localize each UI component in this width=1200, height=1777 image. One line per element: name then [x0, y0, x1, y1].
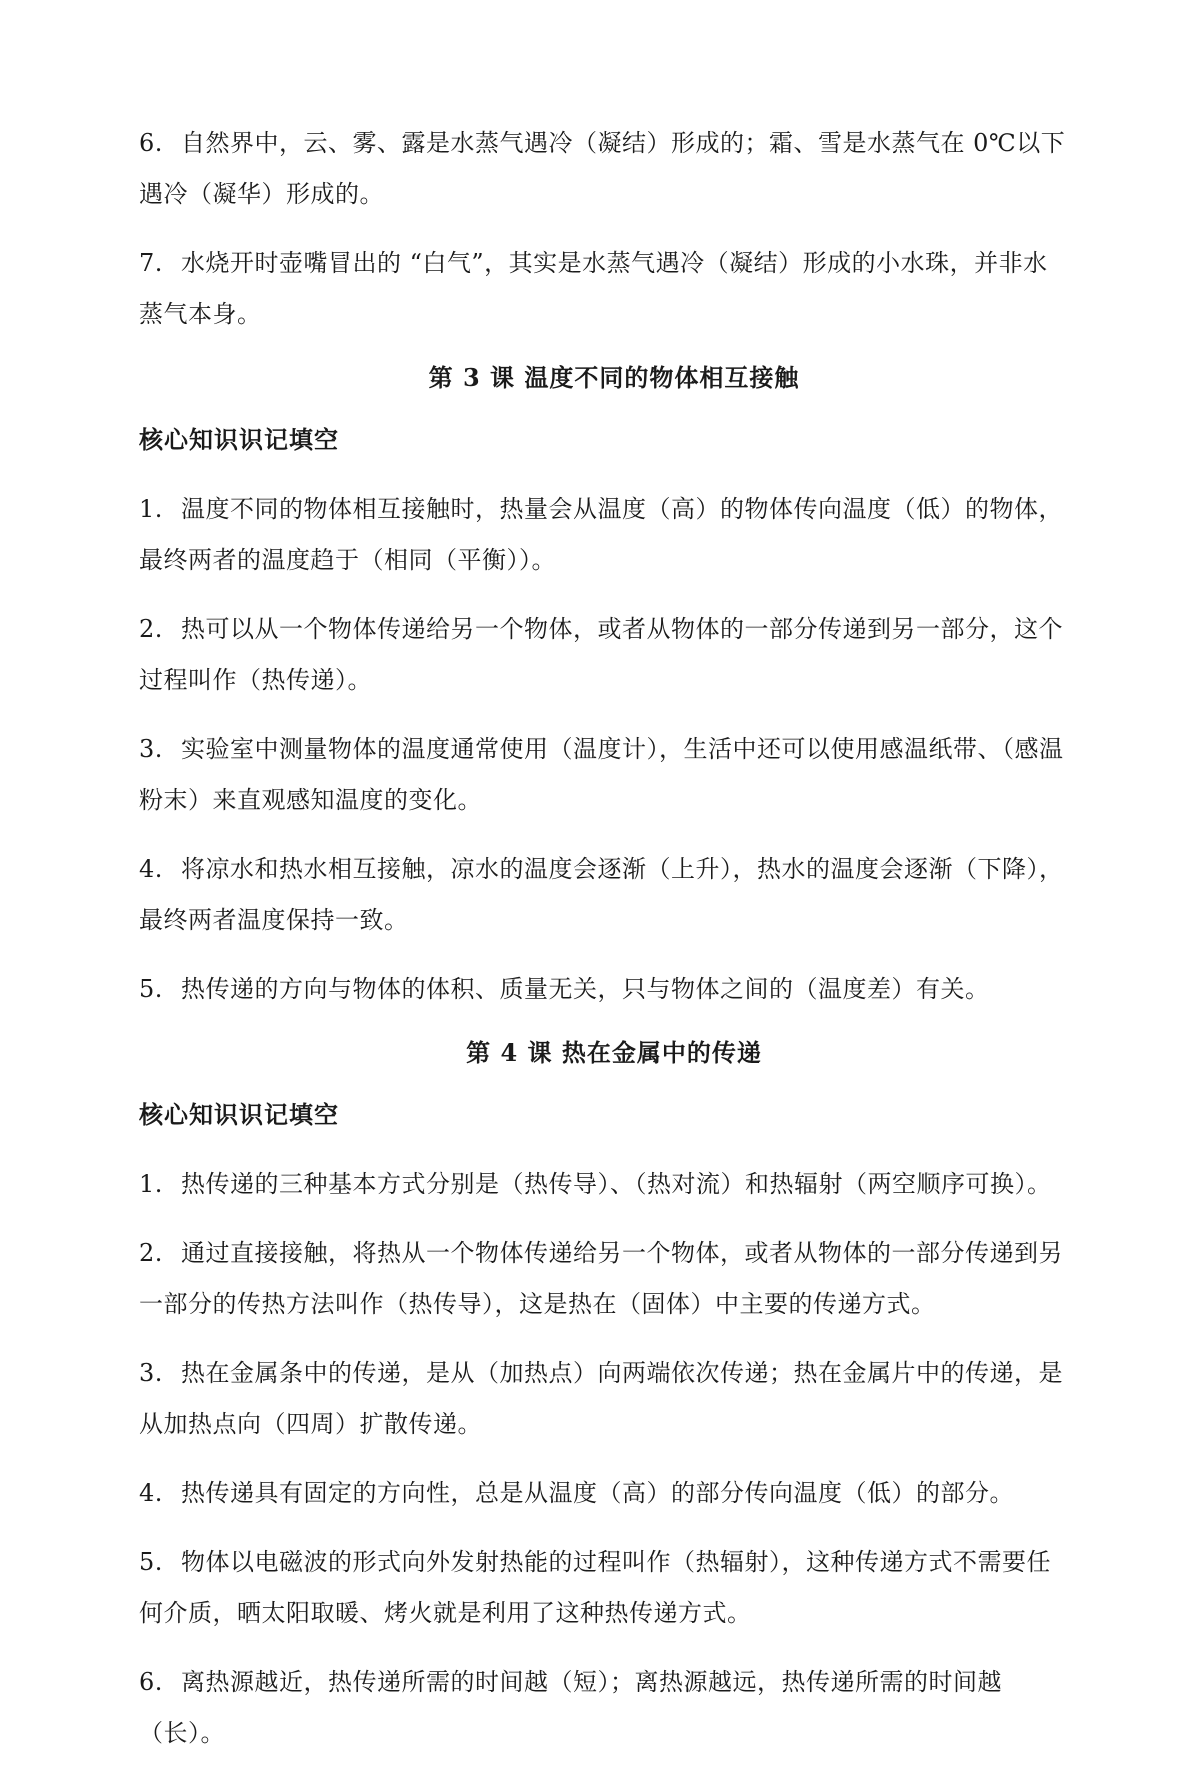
item-number: 5.	[139, 1548, 163, 1576]
list-item	[139, 484, 1069, 586]
item-number: 1.	[139, 495, 163, 523]
lesson-3-title: 第 3 课 温度不同的物体相互接触	[428, 363, 800, 392]
lesson-3-section-title: 核心知识识记填空	[139, 425, 339, 454]
list-item	[139, 1657, 1069, 1759]
item-text: 热传递的方向与物体的体积、质量无关，只与物体之间的（温度差）有关。	[181, 975, 990, 1003]
item-text: 热传递的三种基本方式分别是（热传导）、（热对流）和热辐射（两空顺序可换）。	[181, 1170, 1052, 1198]
list-item	[139, 604, 1069, 706]
lesson-4-section-title: 核心知识识记填空	[139, 1100, 339, 1129]
item-number: 2.	[139, 615, 163, 643]
list-item	[139, 964, 1069, 1015]
item-text: 离热源越近，热传递所需的时间越（短）；离热源越远，热传递所需的时间越（长）。	[139, 1668, 1002, 1747]
item-number: 4.	[139, 855, 163, 883]
lesson-4-title: 第 4 课 热在金属中的传递	[466, 1038, 762, 1067]
list-item	[139, 724, 1069, 826]
list-item	[139, 118, 1069, 220]
item-text: 热在金属条中的传递，是从（加热点）向两端依次传递；热在金属片中的传递，是从加热点向（四周）扩散传递。	[139, 1359, 1063, 1438]
list-item	[139, 844, 1069, 946]
list-item	[139, 1228, 1069, 1330]
item-number: 3.	[139, 735, 163, 763]
item-text: 将凉水和热水相互接触，凉水的温度会逐渐（上升），热水的温度会逐渐（下降），最终两者温度保持一致。	[139, 855, 1064, 934]
item-text: 实验室中测量物体的温度通常使用（温度计），生活中还可以使用感温纸带、（感温粉末）来直观感知温度的变化。	[139, 735, 1064, 814]
item-number: 5.	[139, 975, 163, 1003]
list-item	[139, 1468, 1069, 1519]
item-number: 7.	[139, 249, 163, 277]
list-item	[139, 1537, 1069, 1639]
item-number: 6.	[139, 129, 163, 157]
item-text: 通过直接接触，将热从一个物体传递给另一个物体，或者从物体的一部分传递到另一部分的传热方法叫作（热传导），这是热在（固体）中主要的传递方式。	[139, 1239, 1063, 1318]
item-number: 6.	[139, 1668, 163, 1696]
item-text: 自然界中，云、雾、露是水蒸气遇冷（凝结）形成的；霜、雪是水蒸气在 0℃以下遇冷（凝华）形成的。	[139, 129, 1066, 208]
item-number: 3.	[139, 1359, 163, 1387]
item-number: 4.	[139, 1479, 163, 1507]
item-number: 2.	[139, 1239, 163, 1267]
item-number: 1.	[139, 1170, 163, 1198]
item-text: 物体以电磁波的形式向外发射热能的过程叫作（热辐射），这种传递方式不需要任何介质，晒太阳取暖、烤火就是利用了这种热传递方式。	[139, 1548, 1051, 1627]
document-page	[139, 118, 1069, 1777]
item-text: 热传递具有固定的方向性，总是从温度（高）的部分传向温度（低）的部分。	[181, 1479, 1014, 1507]
list-item	[139, 238, 1069, 340]
item-text: 热可以从一个物体传递给另一个物体，或者从物体的一部分传递到另一部分，这个过程叫作（热传递）。	[139, 615, 1063, 694]
list-item	[139, 1348, 1069, 1450]
item-text: 水烧开时壶嘴冒出的 “白气”，其实是水蒸气遇冷（凝结）形成的小水珠，并非水蒸气本身。	[139, 249, 1048, 328]
list-item	[139, 1159, 1069, 1210]
item-text: 温度不同的物体相互接触时，热量会从温度（高）的物体传向温度（低）的物体，最终两者的温度趋于（相同（平衡））。	[139, 495, 1063, 574]
